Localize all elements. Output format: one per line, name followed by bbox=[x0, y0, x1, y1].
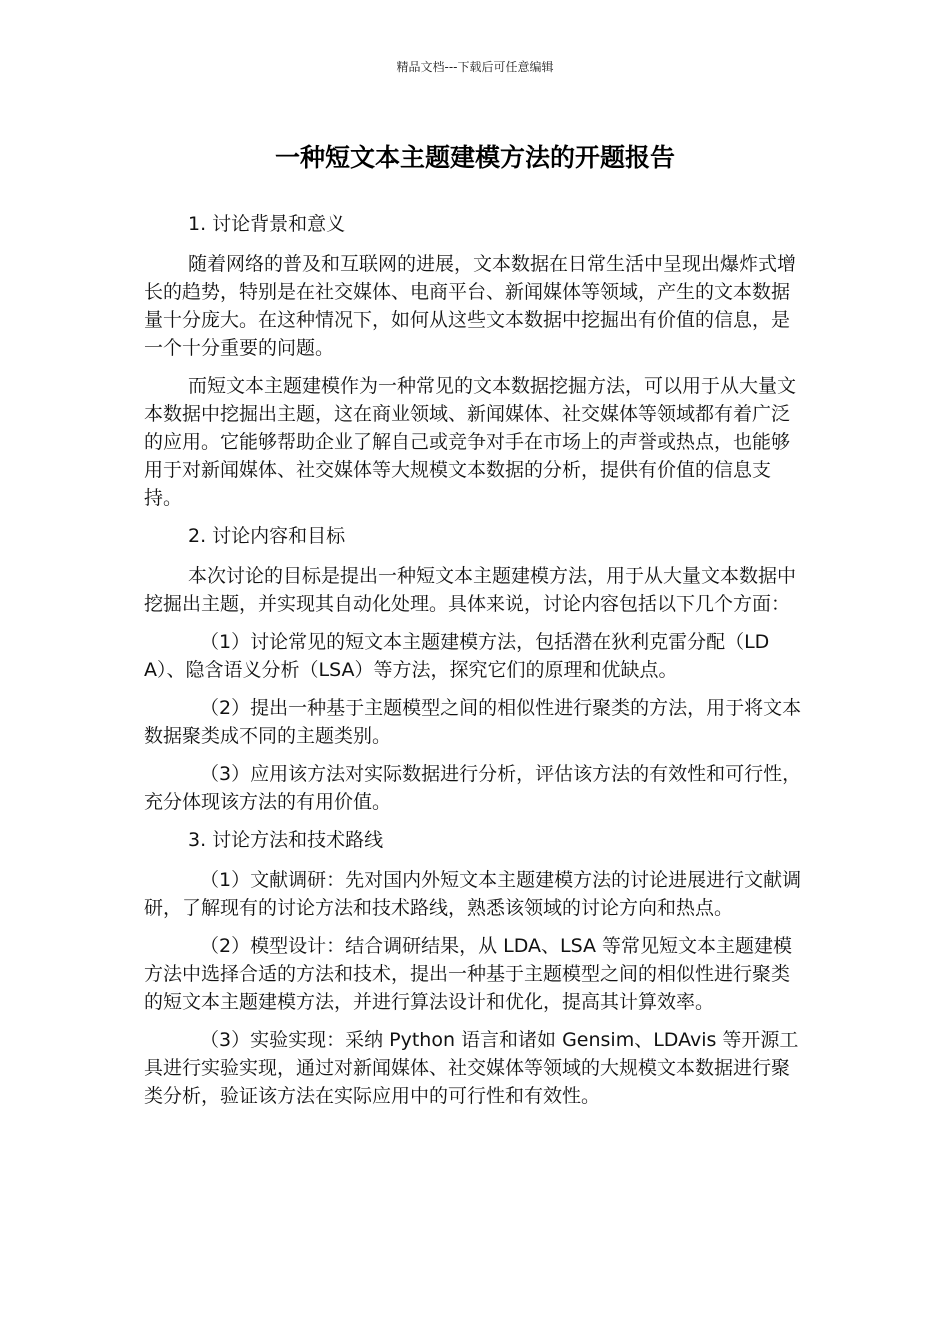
page-header-note: 精品文档---下载后可任意编辑 bbox=[396, 60, 554, 74]
paragraph-content-intro: 本次讨论的目标是提出一种短文本主题建模方法，用于从大量文本数据中挖掘出主题，并实现其自动化处理。具体来说，讨论内容包括以下几个方面： bbox=[144, 565, 797, 615]
list-item-method-1: （1）文献调研：先对国内外短文本主题建模方法的讨论进展进行文献调研，了解现有的讨论方法和技术路线，熟悉该领域的讨论方向和热点。 bbox=[144, 869, 802, 919]
section-heading-background: 1. 讨论背景和意义 bbox=[188, 213, 346, 235]
paragraph-background-2: 而短文本主题建模作为一种常见的文本数据挖掘方法，可以用于从大量文本数据中挖掘出主题，这在商业领域、新闻媒体、社交媒体等领域都有着广泛的应用。它能够帮助企业了解自己或竞争对手在市场上的声誉或热点，也能够用于对新闻媒体、社交媒体等大规模文本数据的分析，提供有价值的信息支持。 bbox=[144, 375, 797, 509]
list-item-method-3: （3）实验实现：采纳 Python 语言和诸如 Gensim、LDAvis 等开源工具进行实验实现，通过对新闻媒体、社交媒体等领域的大规模文本数据进行聚类分析，验证该方法在实际应用中的可行性和有效性。 bbox=[144, 1029, 799, 1107]
section-heading-content-goals: 2. 讨论内容和目标 bbox=[188, 525, 346, 547]
list-item-content-1: （1）讨论常见的短文本主题建模方法，包括潜在狄利克雷分配（LDA）、隐含语义分析（LSA）等方法，探究它们的原理和优缺点。 bbox=[144, 631, 770, 681]
list-item-content-3: （3）应用该方法对实际数据进行分析，评估该方法的有效性和可行性，充分体现该方法的有用价值。 bbox=[144, 763, 802, 813]
list-item-method-2: （2）模型设计：结合调研结果，从 LDA、LSA 等常见短文本主题建模方法中选择合适的方法和技术，提出一种基于主题模型之间的相似性进行聚类的短文本主题建模方法，并进行算法设计和优化，提高其计算效率。 bbox=[144, 935, 793, 1013]
document-body bbox=[144, 210, 808, 1120]
paragraph-background-1: 随着网络的普及和互联网的进展，文本数据在日常生活中呈现出爆炸式增长的趋势，特别是在社交媒体、电商平台、新闻媒体等领域，产生的文本数据量十分庞大。在这种情况下，如何从这些文本数据中挖掘出有价值的信息，是一个十分重要的问题。 bbox=[144, 253, 797, 359]
list-item-content-2: （2）提出一种基于主题模型之间的相似性进行聚类的方法，用于将文本数据聚类成不同的主题类别。 bbox=[144, 697, 802, 747]
section-heading-methods: 3. 讨论方法和技术路线 bbox=[188, 829, 384, 851]
document-title: 一种短文本主题建模方法的开题报告 bbox=[274, 143, 675, 172]
